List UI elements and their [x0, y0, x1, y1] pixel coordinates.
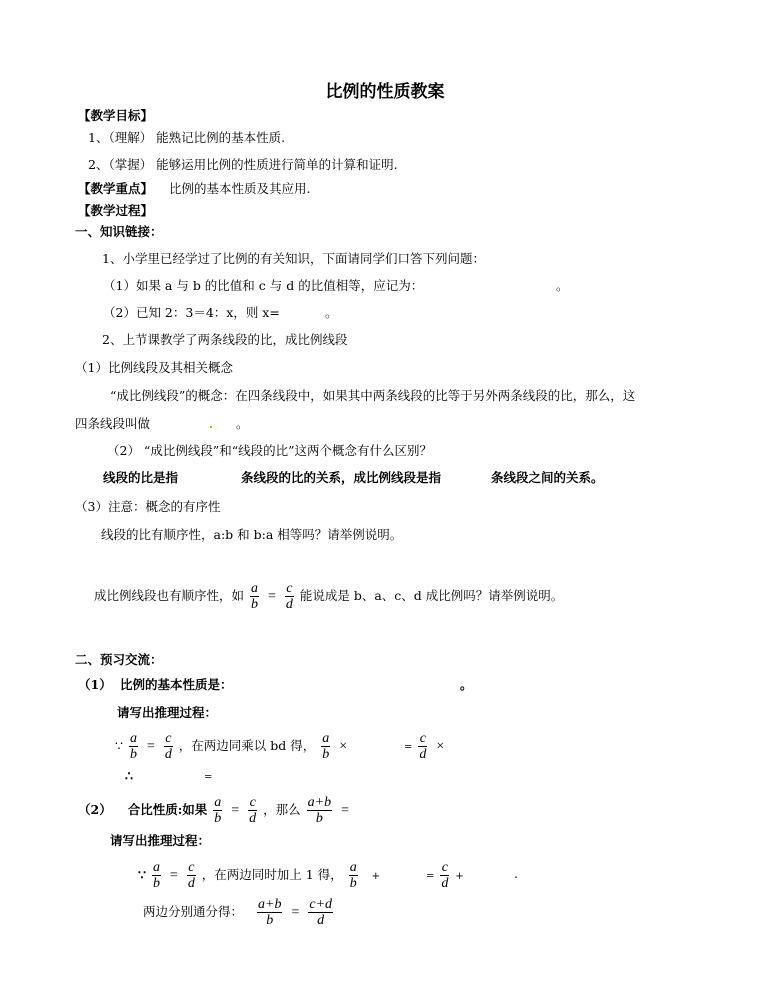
period-dot: . [514, 866, 518, 881]
fraction-a-over-b: $\frac{a}{b}$ [251, 581, 258, 612]
equals-sign: = [267, 588, 276, 604]
equals-sign: = [404, 742, 413, 753]
fraction-c-over-d: $\frac{c}{d}$ [419, 731, 427, 762]
sec1-para2: 2、上节课教学了两条线段的比，成比例线段 [102, 332, 348, 347]
therefore-symbol: ∴ [125, 768, 133, 783]
sec2-item2-text: 合比性质:如果 [127, 802, 208, 817]
sec1-question2: （2）已知 2：3＝4：x，则 x= [103, 305, 280, 320]
equals-sign: = [231, 802, 240, 818]
plus-sign: + [455, 871, 464, 882]
sec1-para1: 1、小学里已经学过了比例的有关知识，下面请同学们口答下列问题： [102, 251, 485, 266]
derive-step2-right [426, 857, 464, 895]
sec2-item1-text: 比例的基本性质是： [120, 677, 233, 692]
because-symbol: ∵ [138, 867, 146, 882]
section2-header: 二、预习交流： [75, 652, 163, 667]
process-header: 【教学过程】 [78, 203, 154, 218]
goals-header: 【教学目标】 [78, 108, 154, 123]
fraction-a-over-b: $\frac{a}{b}$ [214, 795, 222, 826]
equals-sign: = [169, 867, 178, 883]
fraction-a-plus-b-over-b: $\frac{a+b}{b}$ [307, 795, 332, 826]
concept-line2-end: 。 [236, 416, 249, 431]
concept-line1: “成比例线段”的概念：在四条线段中，如果其中两条线段的比等于另外两条线段的比，那么，这 [110, 388, 636, 403]
equals-sign: = [426, 871, 435, 882]
derive-label-1: 请写出推理过程： [117, 705, 218, 720]
order-line2-b: 能说成是 b、a、c、d 成比例吗？请举例说明。 [299, 588, 564, 603]
equals-sign: = [341, 802, 349, 818]
fraction-a-over-b: $\frac{a}{b}$ [152, 860, 160, 891]
times-sign: × [436, 738, 445, 754]
sec2-item1-end: 。 [460, 677, 473, 692]
derive-step2 [138, 857, 380, 895]
order-line2-a: 成比例线段也有顺序性，如 [94, 588, 245, 603]
sec1-question2-end: 。 [325, 305, 338, 320]
page-title: 比例的性质教案 [325, 82, 445, 102]
step3-text: 两边分别通分得： [143, 904, 244, 919]
because-symbol: ∵ [115, 738, 123, 753]
fraction-c-over-d: $\frac{c}{d}$ [285, 581, 293, 612]
goal-item-2: 2、（掌握） 能够运用比例的性质进行简单的计算和证明. [88, 157, 398, 172]
order-line1: 线段的比有顺序性，a:b 和 b:a 相等吗？请举例说明。 [101, 527, 403, 542]
equals-sign: = [291, 904, 300, 920]
step2-mid-text: ，在两边同时加上 1 得， [201, 867, 343, 882]
sec1-question1: （1）如果 a 与 b 的比值和 c 与 d 的比值相等，应记为： [103, 278, 424, 293]
plus-sign: + [371, 871, 381, 882]
step1-mid-text: ，在两边同乘以 bd 得， [178, 738, 316, 753]
fraction-c-over-d: $\frac{c}{d}$ [249, 795, 257, 826]
equals-sign: = [204, 772, 213, 783]
sec2-item2-then: ，那么 [263, 802, 301, 817]
section1-header: 一、知识链接： [75, 224, 163, 239]
fraction-c-over-d: $\frac{c}{d}$ [441, 860, 449, 891]
fraction-a-over-b: $\frac{a}{b}$ [322, 731, 330, 762]
fraction-a-over-b: $\frac{a}{b}$ [129, 731, 137, 762]
sec1-sub1: （1）比例线段及其相关概念 [75, 360, 233, 375]
sec1-sub2: （2） “成比例线段”和“线段的比”这两个概念有什么区别？ [107, 443, 432, 458]
mark-dot [210, 426, 212, 428]
fraction-a-over-b: $\frac{a}{b}$ [349, 860, 357, 891]
goal-item-1: 1、（理解） 能熟记比例的基本性质. [88, 130, 286, 145]
sec2-item2 [78, 792, 352, 829]
fraction-a-plus-b-over-b: $\frac{a+b}{b}$ [258, 897, 282, 928]
diff-part-a: 线段的比是指 [103, 470, 179, 485]
sec2-item1-num: （1） [78, 677, 112, 692]
sec1-sub3: （3）注意：概念的有序性 [75, 499, 221, 514]
focus-text: 比例的基本性质及其应用. [169, 181, 311, 196]
concept-line2: 四条线段叫做 [75, 416, 151, 431]
diff-part-c: 条线段之间的关系。 [491, 470, 604, 485]
derive-step1 [115, 728, 350, 765]
equals-sign: = [146, 738, 155, 754]
fraction-c-over-d: $\frac{c}{d}$ [187, 860, 195, 891]
focus-label: 【教学重点】 [78, 181, 154, 196]
order-line2 [94, 578, 563, 615]
derive-step1-right [404, 728, 447, 766]
sec1-question1-end: 。 [556, 278, 569, 293]
fraction-c-plus-d-over-d: $\frac{c+d}{d}$ [309, 897, 332, 928]
times-sign: × [339, 738, 348, 754]
focus-line [78, 181, 310, 197]
diff-part-b: 条线段的比的关系，成比例线段是指 [241, 470, 442, 485]
derive-label-2: 请写出推理过程： [110, 833, 211, 848]
sec2-item2-num: （2） [78, 802, 112, 817]
fraction-c-over-d: $\frac{c}{d}$ [164, 731, 172, 762]
derive-step3 [143, 894, 335, 931]
